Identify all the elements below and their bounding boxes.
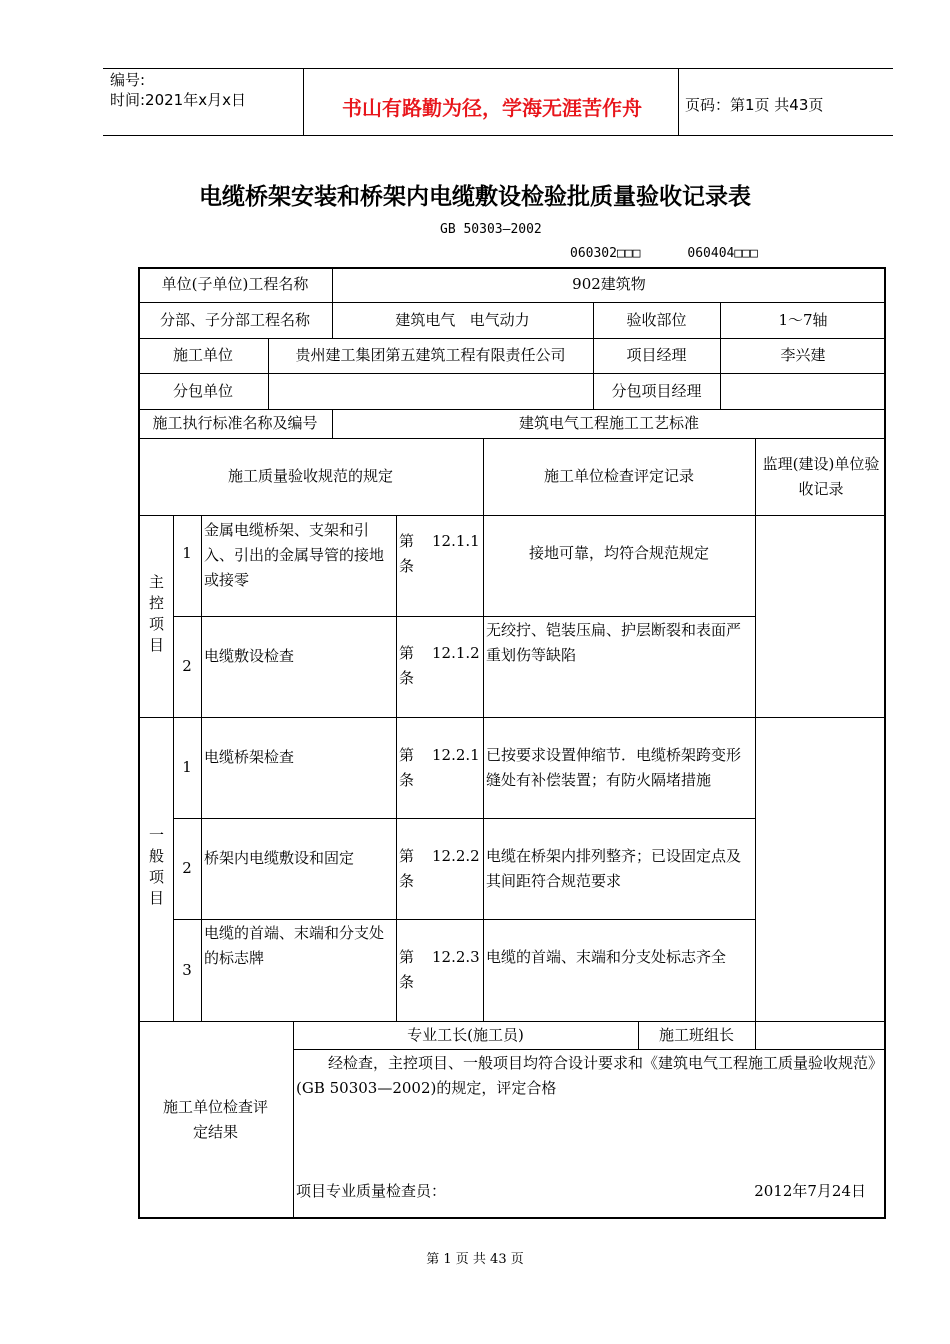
result-date: 2012年7月24日	[754, 1181, 866, 1200]
page-footer: 第 1 页 共 43 页	[426, 1252, 524, 1267]
header-top-rule	[103, 68, 893, 69]
unit-name-value: 902建筑物	[572, 275, 646, 293]
item-record: 电缆的首端、末端和分支处标志齐全	[486, 948, 727, 966]
number-label: 编号:	[110, 71, 146, 89]
item-description: 桥架内电缆敷设和固定	[204, 848, 355, 867]
inspection-table	[138, 267, 886, 1219]
item-record: 接地可靠，均符合规范规定	[528, 543, 709, 562]
item-clause: 第 12.1.1 条	[399, 532, 480, 575]
supervisor-column-header: 监理(建设)单位验收记录	[762, 454, 880, 498]
item-description: 金属电缆桥架、支架和引入、引出的金属导管的接地或接零	[204, 520, 385, 589]
main-group-label: 主控项目	[147, 574, 165, 658]
manager-value: 李兴建	[780, 346, 826, 364]
item-description: 电缆敷设检查	[204, 646, 295, 665]
contractor-value: 贵州建工集团第五建筑工程有限责任公司	[295, 346, 566, 364]
item-description: 电缆的首端、末端和分支处的标志牌	[204, 924, 385, 967]
team-leader-label: 施工班组长	[658, 1025, 734, 1044]
item-description: 电缆桥架检查	[204, 747, 295, 766]
item-clause: 第 12.2.1 条	[399, 746, 480, 789]
unit-name-label: 单位(子单位)工程名称	[161, 275, 309, 293]
sub-manager-label: 分包项目经理	[611, 381, 702, 400]
item-number: 2	[182, 657, 192, 675]
motto: 书山有路勤为径，学海无涯苦作舟	[342, 96, 642, 120]
general-group-cell	[138, 717, 173, 1021]
foreman-label: 专业工长(施工员)	[407, 1025, 524, 1044]
general-group-label: 一般项目	[147, 827, 165, 911]
page-code: 页码：第1页 共43页	[685, 96, 824, 114]
main-group-cell	[138, 515, 173, 717]
division-value: 建筑电气 电气动力	[395, 310, 530, 329]
item-number: 1	[182, 543, 192, 562]
item-record: 电缆在桥架内排列整齐；已设固定点及其间距符合规范要求	[486, 847, 742, 890]
item-number: 3	[182, 960, 192, 979]
contractor-label: 施工单位	[172, 346, 233, 364]
inspector-label: 项目专业质量检查员：	[296, 1181, 447, 1200]
standard-code: GB 50303—2002	[440, 222, 542, 237]
division-label: 分部、子分部工程名称	[159, 310, 310, 329]
header-divider	[678, 68, 679, 136]
header-divider	[303, 68, 304, 136]
location-label: 验收部位	[626, 310, 687, 329]
standard-value: 建筑电气工程施工工艺标准	[518, 414, 699, 432]
subcontractor-label: 分包单位	[172, 381, 233, 400]
item-number: 1	[182, 758, 192, 776]
result-label: 施工单位检查评定结果	[162, 1098, 268, 1141]
location-value: 1～7轴	[778, 310, 828, 329]
header-bottom-rule	[103, 135, 893, 136]
time-label: 时间:2021年x月x日	[110, 91, 246, 109]
form-codes: 060302□□□ 060404□□□	[570, 246, 758, 261]
page-title: 电缆桥架安装和桥架内电缆敷设检验批质量验收记录表	[199, 184, 751, 210]
spec-column-header: 施工质量验收规范的规定	[227, 467, 393, 485]
record-column-header: 施工单位检查评定记录	[543, 467, 694, 485]
item-record: 无绞拧、铠装压扁、护层断裂和表面严重划伤等缺陷	[486, 621, 742, 664]
item-clause: 第 12.1.2 条	[399, 644, 480, 687]
item-number: 2	[182, 859, 192, 877]
result-text: 经检查，主控项目、一般项目均符合设计要求和《建筑电气工程施工质量验收规范》(GB 50303—2002)的规定，评定合格	[296, 1054, 884, 1097]
manager-label: 项目经理	[626, 346, 687, 364]
item-clause: 第 12.2.3 条	[399, 948, 480, 991]
standard-label: 施工执行标准名称及编号	[152, 414, 318, 432]
item-record: 已按要求设置伸缩节．电缆桥架跨变形缝处有补偿装置；有防火隔堵措施	[486, 746, 742, 789]
sub-manager-value	[720, 373, 886, 409]
subcontractor-value	[268, 373, 593, 409]
header-meta	[110, 70, 246, 110]
item-clause: 第 12.2.2 条	[399, 847, 480, 890]
